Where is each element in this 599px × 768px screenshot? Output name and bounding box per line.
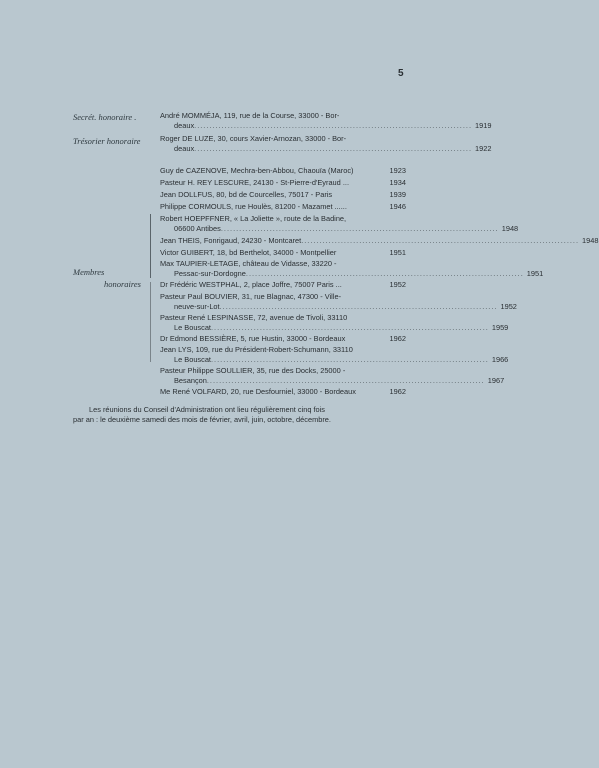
entry-line2: Le Bouscat	[174, 322, 211, 332]
entry-lespinasse: Pasteur René LESPINASSE, 72, avenue de Tivoli, 33110 Le Bouscat ........................................................................................... 1959	[160, 313, 509, 332]
entry-year: 1966	[491, 354, 509, 364]
entry-mommeja: André MOMMÉJA, 119, rue de la Course, 33000 - Bor- deaux ........................................................................................... 1919	[160, 111, 492, 130]
footer-line1: Les réunions du Conseil d'Administration ont lieu régulièrement cinq fois	[89, 405, 325, 414]
section-label-honoraires: honoraires	[104, 279, 141, 289]
entry-year: 1952	[389, 280, 406, 289]
entry-line1: Dr Frédéric WESTPHAL, 2, place Joffre, 75007 Paris ...	[160, 280, 342, 289]
entry-line1: Pasteur René LESPINASSE, 72, avenue de Tivoli, 33110	[160, 313, 348, 322]
footer-paragraph	[73, 405, 406, 424]
bracket-line-lower	[150, 282, 153, 362]
entry-cormouls	[160, 202, 406, 212]
entry-rey-lescure	[160, 178, 406, 188]
entry-hoepffner: Robert HOEPFFNER, « La Joliette », route de la Badine, 06600 Antibes ........................................................................................... 1948	[160, 214, 519, 233]
entry-line1: Robert HOEPFFNER, « La Joliette », route de la Badine,	[160, 214, 347, 223]
entry-guibert	[160, 248, 406, 258]
entry-year: 1934	[389, 178, 406, 187]
entry-year: 1959	[491, 322, 509, 332]
entry-year: 1939	[389, 190, 406, 199]
entry-year: 1962	[389, 334, 406, 343]
section-label-tresorier: Trésorier honoraire	[73, 136, 141, 146]
entry-de-luze: Roger DE LUZE, 30, cours Xavier-Arnozan, 33000 - Bor- deaux ........................................................................................... 1922	[160, 134, 492, 153]
entry-year: 1948	[582, 236, 599, 245]
entry-line1: Max TAUPIER-LETAGE, château de Vidasse, 33220 -	[160, 259, 337, 268]
entry-line2: Pessac-sur-Dordogne	[174, 268, 246, 278]
entry-dollfus	[160, 190, 406, 200]
entry-line1: Philippe CORMOULS, rue Houlès, 81200 - Mazamet ......	[160, 202, 347, 211]
entry-line1: Pasteur Paul BOUVIER, 31, rue Blagnac, 47300 - Ville-	[160, 292, 342, 301]
entry-line1: Guy de CAZENOVE, Mechra-ben-Abbou, Chaouïa (Maroc)	[160, 166, 354, 175]
bracket-line	[150, 214, 153, 278]
entry-year: 1967	[487, 375, 505, 385]
entry-year: 1922	[475, 143, 492, 153]
footer-line2: par an : le deuxième samedi des mois de février, avril, juin, octobre, décembre.	[73, 414, 331, 424]
entry-year: 1919	[475, 120, 492, 130]
entry-lys: Jean LYS, 109, rue du Président-Robert-Schumann, 33110 Le Bouscat ........................................................................................... 1966	[160, 345, 509, 364]
entry-bessiere	[160, 334, 406, 344]
entry-bouvier: Pasteur Paul BOUVIER, 31, rue Blagnac, 47300 - Ville- neuve-sur-Lot ........................................................................................... 1952	[160, 292, 517, 311]
page-number: 5	[398, 68, 404, 79]
entry-line2: deaux	[174, 120, 195, 130]
entry-volfard	[160, 387, 406, 397]
entry-line2: Besançon	[174, 375, 207, 385]
entry-cazenove	[160, 166, 406, 176]
entry-line1: Jean LYS, 109, rue du Président-Robert-Schumann, 33110	[160, 345, 353, 354]
entry-line1: André MOMMÉJA, 119, rue de la Course, 33000 - Bor-	[160, 111, 340, 120]
section-label-membres: Membres	[73, 267, 105, 277]
entry-line1: Roger DE LUZE, 30, cours Xavier-Arnozan, 33000 - Bor-	[160, 134, 347, 143]
entry-line1: Pasteur H. REY LESCURE, 24130 - St-Pierre-d'Eyraud ...	[160, 178, 349, 187]
entry-year: 1962	[389, 387, 406, 396]
entry-westphal	[160, 280, 406, 290]
entry-taupier-letage: Max TAUPIER-LETAGE, château de Vidasse, 33220 - Pessac-sur-Dordogne ........................................................................................... 1951	[160, 259, 544, 278]
entry-line2: Le Bouscat	[174, 354, 211, 364]
entry-line2: 06600 Antibes	[174, 223, 221, 233]
entry-line1: Victor GUIBERT, 18, bd Berthelot, 34000 - Montpellier	[160, 248, 337, 257]
entry-line1: Jean DOLLFUS, 80, bd de Courcelles, 75017 - Paris	[160, 190, 333, 199]
section-label-secretaire: Secrét. honoraire .	[73, 112, 137, 122]
entry-year: 1951	[389, 248, 406, 257]
entry-line1: Jean THEIS, Fonrigaud, 24230 - Montcaret	[160, 236, 302, 245]
entry-year: 1946	[389, 202, 406, 211]
entry-soullier: Pasteur Philippe SOULLIER, 35, rue des Docks, 25000 - Besançon ........................................................................................... 1967	[160, 366, 505, 385]
entry-line1: Dr Edmond BESSIÈRE, 5, rue Hustin, 33000 - Bordeaux	[160, 334, 346, 343]
entry-year: 1951	[526, 268, 544, 278]
entry-year: 1923	[389, 166, 406, 175]
entry-year: 1952	[500, 301, 517, 311]
entry-line2: deaux	[174, 143, 195, 153]
entry-year: 1948	[501, 223, 519, 233]
entry-line1: Me René VOLFARD, 20, rue Desfourniel, 33000 - Bordeaux	[160, 387, 356, 396]
entry-line1: Pasteur Philippe SOULLIER, 35, rue des Docks, 25000 -	[160, 366, 346, 375]
entry-theis: Jean THEIS, Fonrigaud, 24230 - Montcaret ........................................................................................... 1948	[160, 236, 599, 245]
entry-line2: neuve-sur-Lot	[174, 301, 220, 311]
